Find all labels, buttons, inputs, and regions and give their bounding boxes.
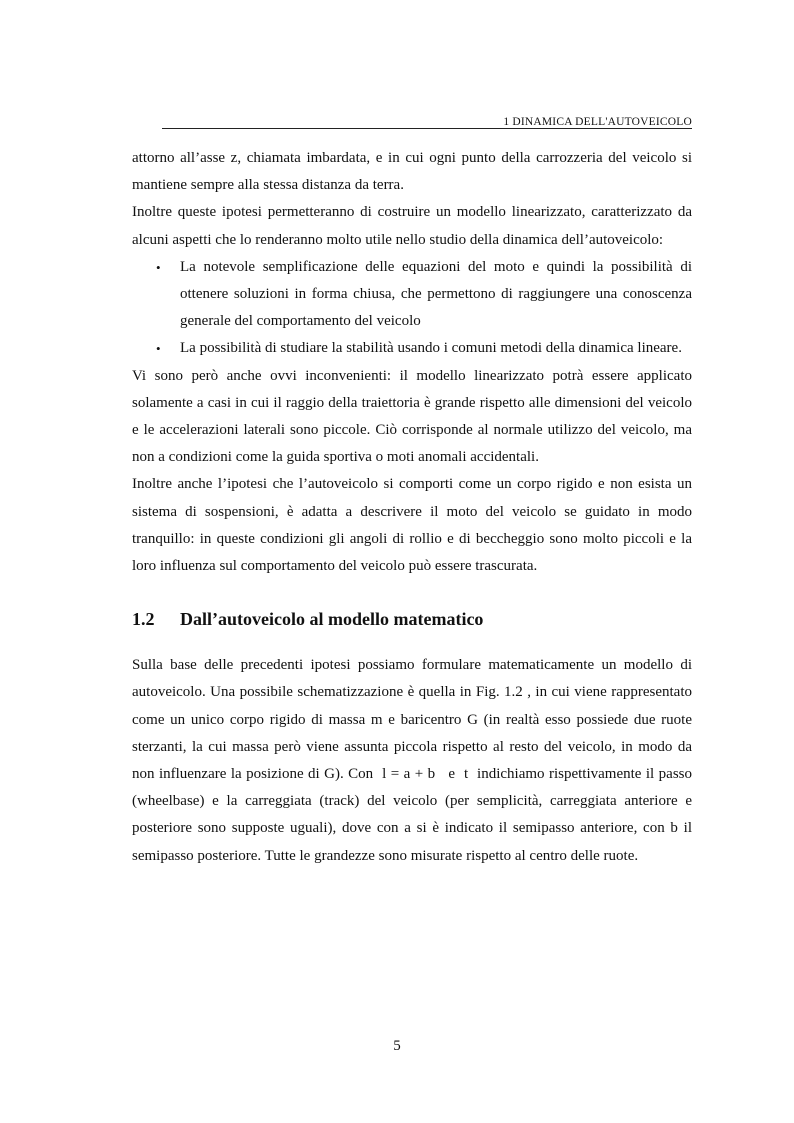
paragraph: Inoltre anche l’ipotesi che l’autoveicolo si comporti come un corpo rigido e non esista un sistema di sospensioni, è adatta a descrivere il moto del veicolo se guidato in modo tranquillo: in queste condizioni gli angoli di rollio e di beccheggio sono molto piccoli e la loro influenza sul comportamento del veicolo può essere trascurata.	[132, 476, 692, 575]
section-title: Dall’autoveicolo al modello matematico	[180, 609, 484, 630]
list-item	[132, 254, 692, 336]
list-item-text: La possibilità di studiare la stabilità usando i comuni metodi della dinamica lineare.	[180, 340, 682, 357]
list-item	[132, 335, 692, 362]
bullet-list	[132, 254, 692, 363]
section-number: 1.2	[132, 609, 155, 630]
body-text	[132, 145, 696, 870]
page-number: 5	[393, 1038, 401, 1054]
bullet-icon: •	[156, 259, 161, 275]
section-heading	[132, 605, 692, 633]
paragraph: Inoltre queste ipotesi permetteranno di costruire un modello linearizzato, caratterizzato da alcuni aspetti che lo renderanno molto utile nello studio della dinamica dell’autoveicolo:	[132, 204, 692, 248]
paragraph: attorno all’asse z, chiamata imbardata, e in cui ogni punto della carrozzeria del veicolo si mantiene sempre alla stessa distanza da terra.	[132, 150, 692, 194]
paragraph: Sulla base delle precedenti ipotesi possiamo formulare matematicamente un modello di autoveicolo. Una possibile schematizzazione è quella in Fig. 1.2 , in cui viene rappresentato come un unico corpo rigido di massa m e baricentro G (in realtà esso possiede due ruote sterzanti, la cui massa però viene assunta piccola rispetto al resto del veicolo, in modo da non influenzare la posizione di G). Con l = a + b e t indichiamo rispettivamente il passo (wheelbase) e la carreggiata (track) del veicolo (per semplicità, carreggiata anteriore e posteriore sono supposte uguali), dove con a si è indicato il semipasso anteriore, con b il semipasso posteriore. Tutte le grandezze sono misurate rispetto al centro delle ruote.	[132, 657, 696, 864]
list-item-text: La notevole semplificazione delle equazioni del moto e quindi la possibilità di ottenere soluzioni in forma chiusa, che permettono di raggiungere una conoscenza generale del comportamento del veicolo	[180, 258, 692, 330]
header-rule	[162, 128, 692, 129]
paragraph: Vi sono però anche ovvi inconvenienti: il modello linearizzato potrà essere applicato solamente a casi in cui il raggio della traiettoria è grande rispetto alle dimensioni del veicolo e le accelerazioni laterali sono piccole. Ciò corrisponde al normale utilizzo del veicolo, ma non a condizioni come la guida sportiva o moti anomali accidentali.	[132, 367, 692, 466]
running-header: 1 DINAMICA DELL'AUTOVEICOLO	[503, 116, 692, 128]
bullet-icon: •	[156, 341, 161, 357]
